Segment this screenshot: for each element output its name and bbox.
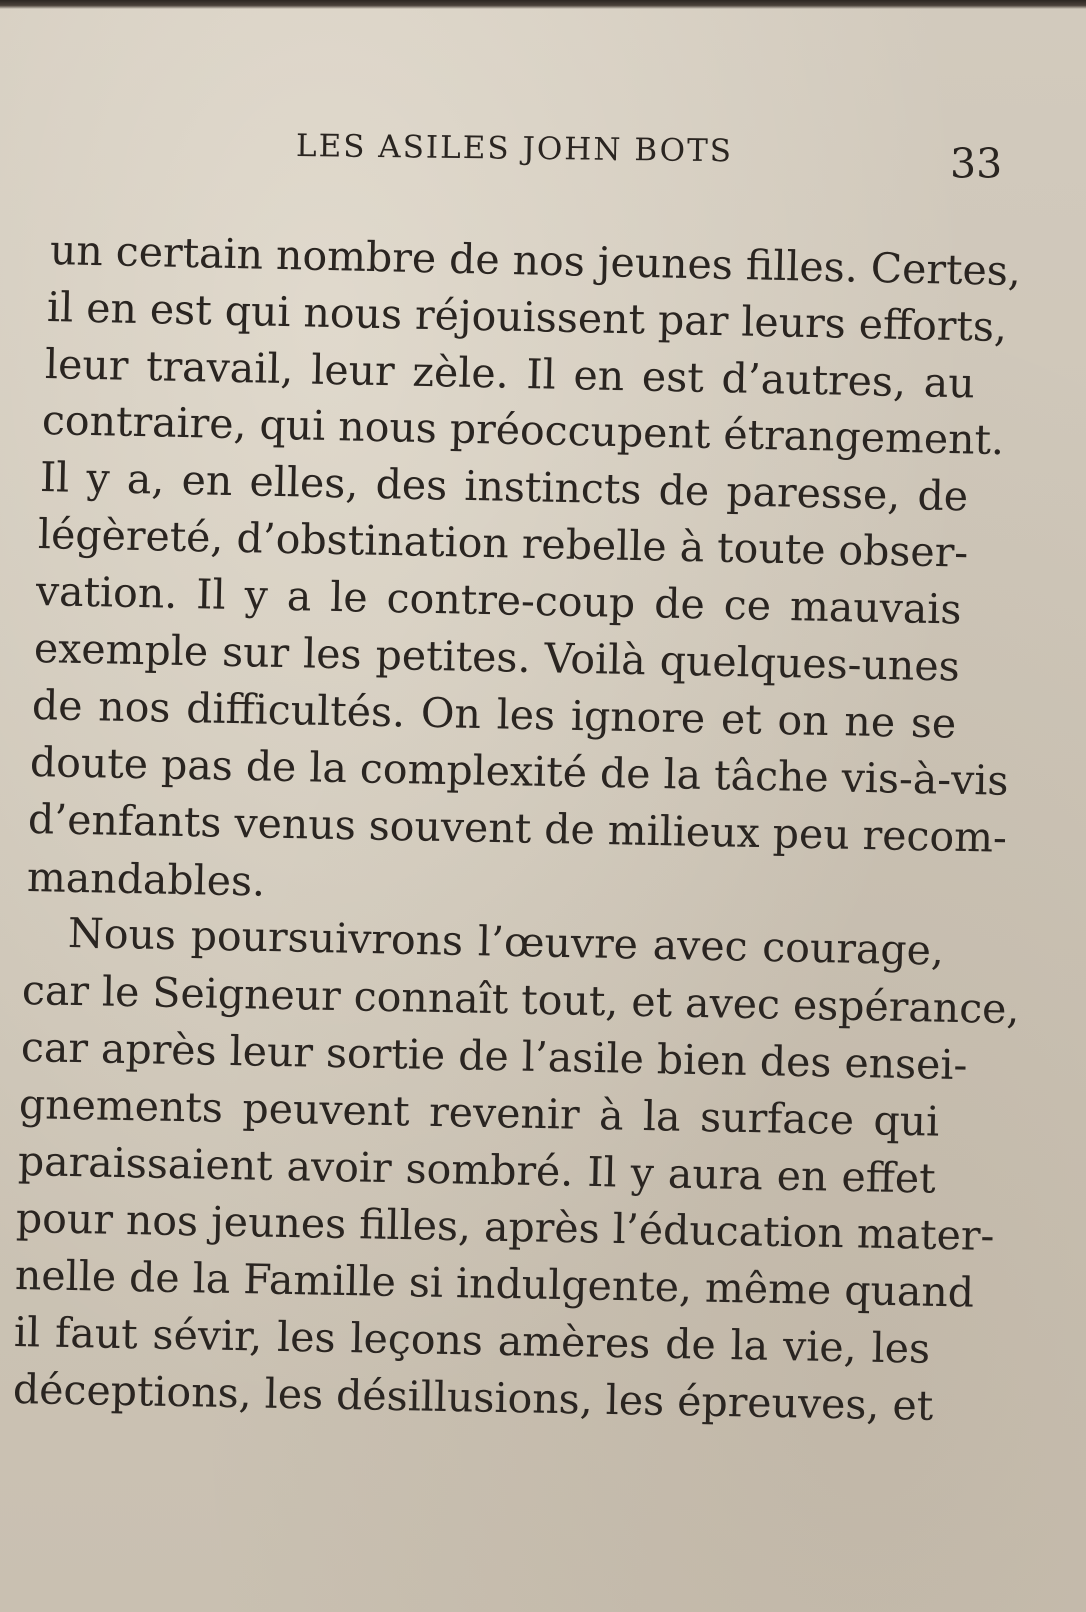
- paragraph-1-line: d’enfants venus souvent de milieux peu recom-: [27, 795, 1008, 862]
- paragraph-1-line: doute pas de la complexité de la tâche vis-à-vis: [29, 738, 1009, 805]
- paragraph-1-line: de nos difficultés. On les ignore et on ne se: [31, 681, 957, 748]
- running-head: LES ASILES JOHN BOTS: [295, 128, 734, 170]
- paragraph-1-line: légèreté, d’obstination rebelle à toute obser-: [37, 510, 969, 577]
- paragraph-1-line: il en est qui nous réjouissent par leurs efforts,: [46, 283, 1008, 352]
- paragraph-1-line: exemple sur les petites. Voilà quelques-unes: [33, 624, 961, 691]
- paragraph-2-line: déceptions, les désillusions, les épreuves, et: [12, 1365, 934, 1430]
- paragraph-2-line: gnements peuvent revenir à la surface qui: [18, 1080, 940, 1146]
- paragraph-2-line: pour nos jeunes filles, après l’éducation mater-: [15, 1194, 995, 1260]
- paragraph-2-line: il faut sévir, les leçons amères de la vie, les: [13, 1308, 931, 1373]
- paragraph-2-line: Nous poursuivrons l’œuvre avec courage,: [67, 909, 945, 975]
- paragraph-1-line: contraire, qui nous préoccupent étrangement.: [41, 396, 1005, 465]
- paragraph-1-line: un certain nombre de nos jeunes filles. Certes,: [49, 226, 1022, 296]
- paragraph-2-line: car après leur sortie de l’asile bien des ensei-: [20, 1023, 968, 1090]
- page-number: 33: [950, 140, 1003, 188]
- paragraph-1-line: Il y a, en elles, des instincts de paresse, de: [39, 453, 969, 521]
- paragraph-2-line: car le Seigneur connaît tout, et avec espérance,: [21, 966, 1020, 1034]
- paragraph-1-line: vation. Il y a le contre-coup de ce mauvais: [35, 567, 962, 634]
- paragraph-1-line: mandables.: [26, 853, 266, 906]
- paragraph-1-line: leur travail, leur zèle. Il en est d’autres, au: [44, 340, 976, 408]
- paragraph-2-line: paraissaient avoir sombré. Il y aura en effet: [17, 1137, 937, 1203]
- paragraph-2-line: nelle de la Famille si indulgente, même quand: [14, 1251, 975, 1317]
